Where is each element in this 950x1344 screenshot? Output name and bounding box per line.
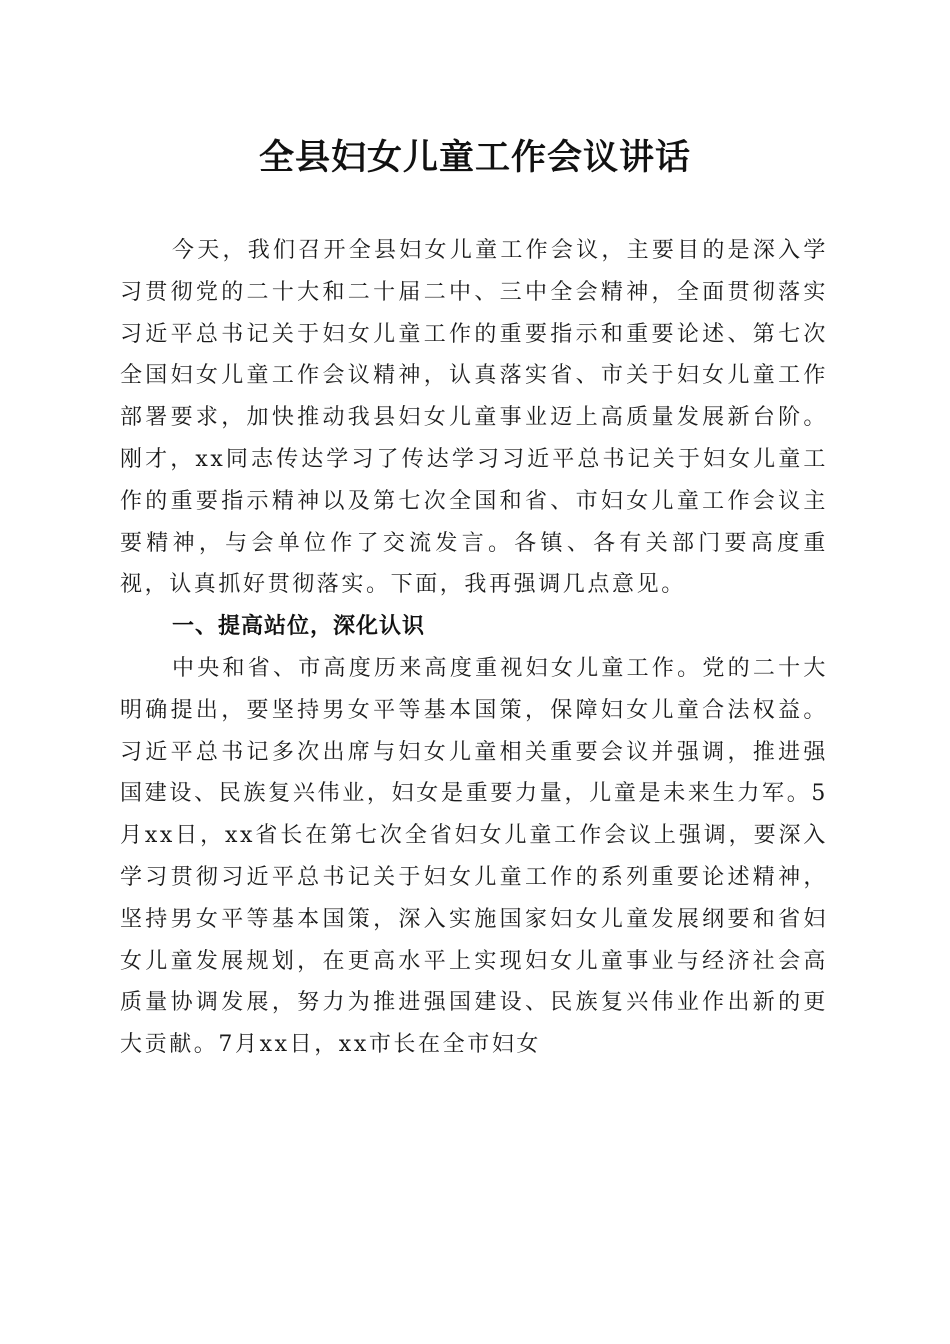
section-heading-1: 一、提高站位，深化认识 — [172, 614, 426, 640]
document-body — [120, 230, 828, 1066]
section-1-paragraph: 中央和省、市高度历来高度重视妇女儿童工作。党的二十大明确提出，要坚持男女平等基本国策，保障妇女儿童合法权益。习近平总书记多次出席与妇女儿童相关重要会议并强调，推进强国建设、民族复兴伟业，妇女是重要力量，儿童是未来生力军。5月xx日，xx省长在第七次全省妇女儿童工作会议上强调，要深入学习贯彻习近平总书记关于妇女儿童工作的系列重要论述精神，坚持男女平等基本国策，深入实施国家妇女儿童发展纲要和省妇女儿童发展规划，在更高水平上实现妇女儿童事业与经济社会高质量协调发展，努力为推进强国建设、民族复兴伟业作出新的更大贡献。7月xx日，xx市长在全市妇女 — [120, 655, 828, 1058]
intro-paragraph: 今天，我们召开全县妇女儿童工作会议，主要目的是深入学习贯彻党的二十大和二十届二中、三中全会精神，全面贯彻落实习近平总书记关于妇女儿童工作的重要指示和重要论述、第七次全国妇女儿童工作会议精神，认真落实省、市关于妇女儿童工作部署要求，加快推动我县妇女儿童事业迈上高质量发展新台阶。刚才，xx同志传达学习了传达学习习近平总书记关于妇女儿童工作的重要指示精神以及第七次全国和省、市妇女儿童工作会议主要精神，与会单位作了交流发言。各镇、各有关部门要高度重视，认真抓好贯彻落实。下面，我再强调几点意见。 — [120, 238, 828, 598]
document-title: 全县妇女儿童工作会议讲话 — [258, 137, 691, 178]
